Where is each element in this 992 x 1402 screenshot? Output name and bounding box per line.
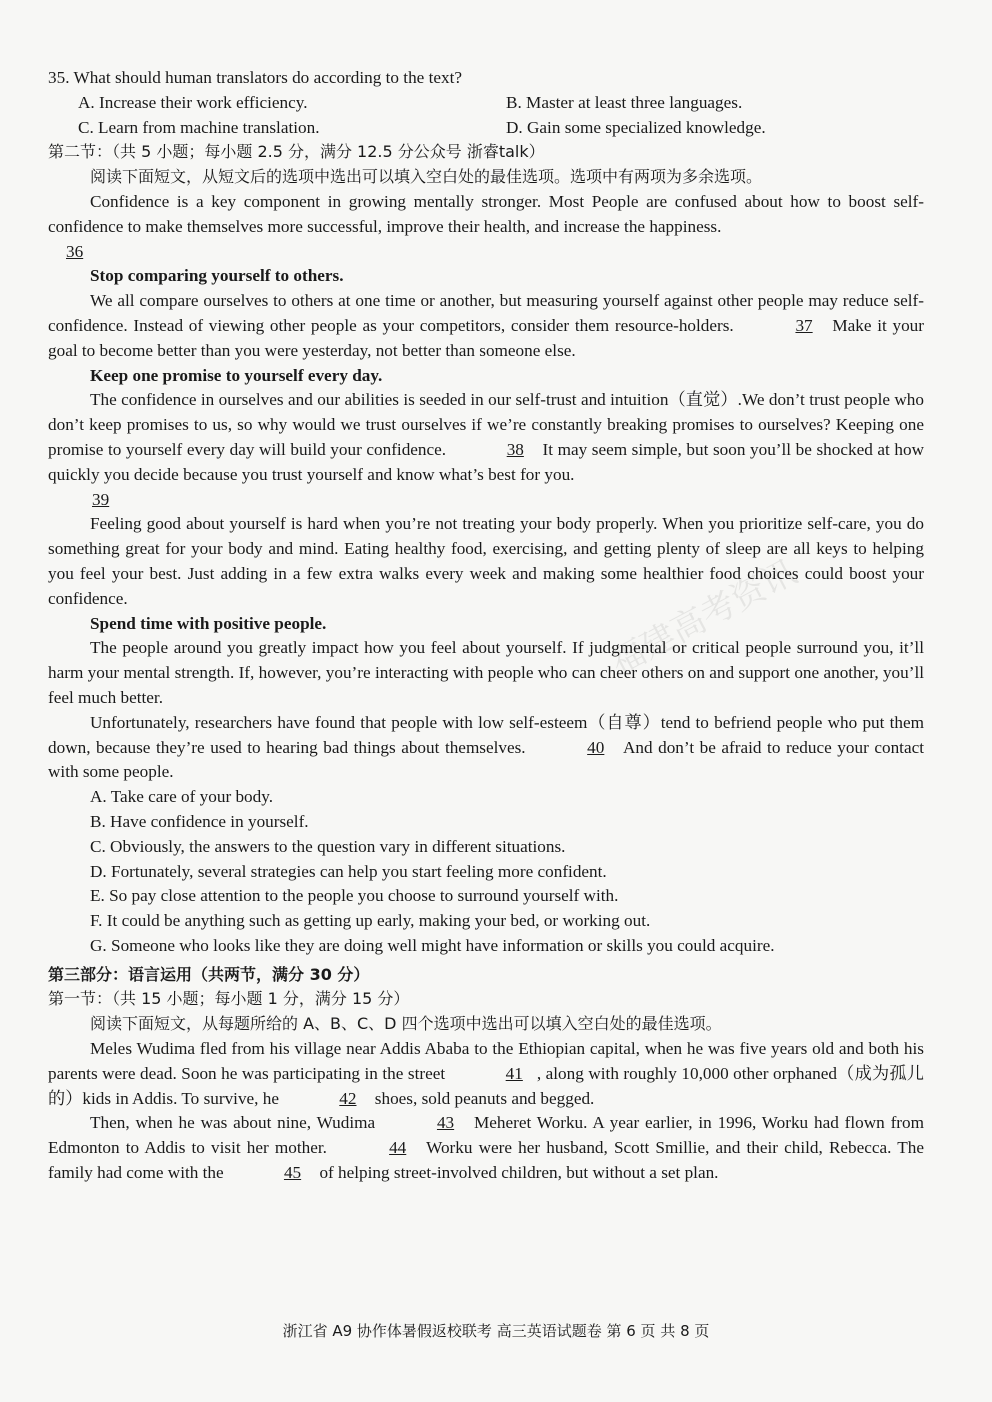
heading-keep-promise: Keep one promise to yourself every day.: [90, 365, 383, 385]
option-e: E. So pay close attention to the people you choose to surround yourself with.: [90, 886, 619, 906]
part3-section1-header: 第一节：（共 15 小题；每小题 1 分，满分 15 分）: [48, 989, 410, 1009]
option-b: B. Have confidence in yourself.: [90, 811, 309, 831]
para-meles-c: shoes, sold peanuts and begged.: [374, 1088, 595, 1108]
section2-instruction: 阅读下面短文，从短文后的选项中选出可以填入空白处的最佳选项。选项中有两项为多余选项。: [90, 167, 763, 187]
q35-option-a: A. Increase their work efficiency.: [78, 92, 308, 112]
option-a: A. Take care of your body.: [90, 787, 274, 807]
para-self-esteem-a: Unfortunately, researchers have found that people with low self-esteem（自尊）tend to befriend people who put them down, because they’re used to hearing bad things about themselves.: [48, 712, 924, 757]
blank-41: 41: [505, 1063, 523, 1083]
para-promise: [48, 388, 924, 487]
para-meles: [48, 1037, 924, 1111]
option-c: C. Obviously, the answers to the question vary in different situations.: [90, 836, 566, 856]
heading-stop-comparing: Stop comparing yourself to others.: [90, 266, 344, 286]
option-g: G. Someone who looks like they are doing well might have information or skills you could acquire.: [90, 935, 775, 955]
blank-36-line: [48, 240, 924, 265]
q35-options-row1: [48, 91, 924, 116]
blank-36: 36: [66, 241, 84, 261]
blank-37: 37: [795, 315, 813, 335]
section2-intro: Confidence is a key component in growing mentally stronger. Most People are confused about how to boost self-confidence to make themselves more successful, improve their health, and increase the happiness.: [48, 191, 924, 236]
q35-stem: 35. What should human translators do according to the text?: [48, 68, 462, 87]
para-worku-d: of helping street-involved children, but without a set plan.: [319, 1163, 719, 1183]
blank-43: 43: [436, 1113, 455, 1133]
para-self-esteem: [48, 711, 924, 785]
para-self-care: Feeling good about yourself is hard when you’re not treating your body properly. When you prioritize self-care, you do something great for your body and mind. Eating healthy food, exercising, and getting plenty of sleep are all keys to helping you feel your best. Just adding in a few extra walks every week and making some healthier food choices could boost your confidence.: [48, 514, 924, 608]
para-meles-b: , along with roughly 10,000 other orphaned（成为孤儿的）kids in Addis. To survive, he: [48, 1063, 924, 1108]
para-worku-c: Worku were her husband, Scott Smillie, and their child, Rebecca. The family had come with the: [48, 1138, 924, 1183]
para-worku-a: Then, when he was about nine, Wudima: [90, 1113, 376, 1133]
heading-positive-people: Spend time with positive people.: [90, 613, 327, 633]
para-comparing-a: We all compare ourselves to others at one time or another, but measuring yourself against other people may reduce self-confidence. Instead of viewing other people as your competitors, consider them resource-holders.: [48, 291, 924, 335]
blank-39: 39: [92, 489, 110, 509]
para-comparing-b: Make it your goal to become better than you were yesterday, not better than someone else.: [48, 315, 924, 360]
para-comparing: [48, 289, 924, 363]
para-meles-a: Meles Wudima fled from his village near Addis Ababa to the Ethiopian capital, when he was five years old and both his parents were dead. Soon he was participating in the street: [48, 1039, 924, 1083]
blank-40: 40: [587, 737, 605, 757]
part3-instruction: 阅读下面短文，从每题所给的 A、B、C、D 四个选项中选出可以填入空白处的最佳选项。: [90, 1014, 722, 1034]
para-promise-a: The confidence in ourselves and our abilities is seeded in our self-trust and intuition（直觉）.We don’t trust people who don’t keep promises to us, so why would we trust ourselves if we’re constantly breaking promises to ourselves? Keeping one promise to yourself every day will build your confidence.: [48, 390, 924, 459]
para-promise-b: It may seem simple, but soon you’ll be shocked at how quickly you decide because you trust yourself and know what’s best for you.: [48, 439, 925, 484]
option-f: F. It could be anything such as getting up early, making your bed, or working out.: [90, 911, 651, 931]
page-footer: 浙江省 A9 协作体暑假返校联考 高三英语试题卷 第 6 页 共 8 页: [282, 1322, 710, 1340]
q35-option-b: B. Master at least three languages.: [506, 92, 743, 112]
q35-option-d: D. Gain some specialized knowledge.: [506, 117, 766, 137]
blank-45: 45: [283, 1163, 302, 1183]
option-d: D. Fortunately, several strategies can help you start feeling more confident.: [90, 861, 607, 881]
watermark: 福建高考资讯: [604, 552, 804, 684]
blank-38: 38: [506, 439, 524, 459]
section2-header: 第二节：（共 5 小题；每小题 2.5 分，满分 12.5 分公众号 浙睿talk）: [48, 142, 545, 162]
q35-options-row2: [48, 116, 924, 141]
blank-39-line: [48, 488, 924, 513]
blank-44: 44: [389, 1138, 407, 1158]
exam-page: [48, 66, 924, 1186]
q35-option-c: C. Learn from machine translation.: [78, 117, 320, 137]
para-worku-b: Meheret Worku. A year earlier, in 1996, Worku had flown from Edmonton to Addis to visit her mother.: [48, 1113, 924, 1158]
blank-42: 42: [339, 1088, 357, 1108]
part3-header: 第三部分：语言运用（共两节，满分 30 分）: [48, 964, 370, 984]
para-self-esteem-b: And don’t be afraid to reduce your contact with some people.: [48, 737, 924, 782]
para-worku: [48, 1111, 924, 1185]
para-positive-people: The people around you greatly impact how you feel about yourself. If judgmental or critical people surround you, it’ll harm your mental strength. If, however, you’re interacting with people who can cheer others on and support one another, you’ll feel much better.: [48, 638, 924, 707]
